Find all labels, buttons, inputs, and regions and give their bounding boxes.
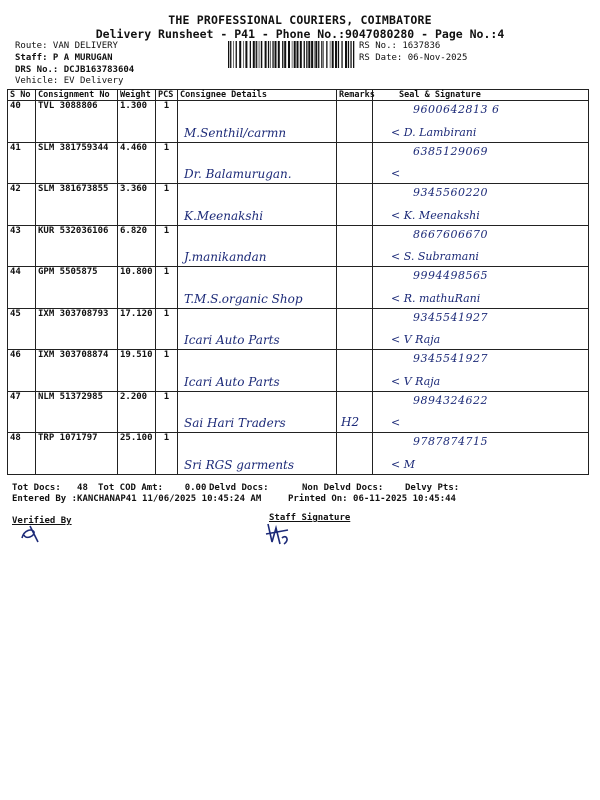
col-consignee: Consignee Details bbox=[178, 90, 337, 101]
col-consignment: Consignment No bbox=[36, 90, 118, 101]
receiver-phone: 9894324622 bbox=[413, 393, 488, 407]
row-sno: 48 bbox=[8, 433, 36, 475]
table-row bbox=[8, 225, 589, 267]
col-pcs: PCS bbox=[156, 90, 178, 101]
table-row bbox=[8, 267, 589, 309]
barcode-bar bbox=[261, 41, 262, 68]
row-consignee bbox=[178, 267, 337, 309]
row-pcs: 1 bbox=[156, 433, 178, 475]
row-consignment-no: SLM 381759344 bbox=[36, 142, 118, 184]
barcode-bar bbox=[253, 41, 255, 68]
runsheet-table bbox=[7, 89, 589, 475]
receiver-phone: 9345541927 bbox=[413, 310, 488, 324]
receiver-signature: < D. Lambirani bbox=[391, 125, 477, 139]
row-consignment-no: IXM 303708793 bbox=[36, 308, 118, 350]
row-weight: 17.120 bbox=[118, 308, 156, 350]
delivery-points: Delvy Pts: bbox=[405, 483, 460, 493]
row-pcs: 1 bbox=[156, 101, 178, 143]
staff-signature-mark bbox=[262, 520, 294, 548]
row-consignee bbox=[178, 142, 337, 184]
barcode-bar bbox=[353, 41, 354, 68]
delivered-docs: Delvd Docs: bbox=[209, 483, 269, 493]
col-seal-signature: Seal & Signature bbox=[373, 90, 589, 101]
table-row bbox=[8, 433, 589, 475]
vehicle-label: Vehicle: EV Delivery bbox=[15, 76, 124, 86]
row-pcs: 1 bbox=[156, 308, 178, 350]
non-delivered-docs: Non Delvd Docs: bbox=[302, 483, 384, 493]
barcode-bar bbox=[335, 41, 337, 68]
row-remarks bbox=[337, 433, 373, 475]
barcode-bar bbox=[236, 41, 237, 68]
barcode-bar bbox=[284, 41, 286, 68]
consignee-handwriting: T.M.S.organic Shop bbox=[184, 291, 303, 306]
row-remarks bbox=[337, 350, 373, 392]
total-docs: Tot Docs: 48 bbox=[12, 483, 88, 493]
barcode-bar bbox=[228, 41, 229, 68]
barcode-bar bbox=[350, 41, 351, 68]
table-row bbox=[8, 184, 589, 226]
table-body bbox=[8, 101, 589, 475]
row-consignee bbox=[178, 433, 337, 475]
row-consignee bbox=[178, 308, 337, 350]
row-consignment-no: TVL 3088806 bbox=[36, 101, 118, 143]
total-cod: Tot COD Amt: 0.00 bbox=[98, 483, 207, 493]
row-consignee bbox=[178, 184, 337, 226]
row-remarks bbox=[337, 142, 373, 184]
row-seal-signature bbox=[373, 267, 589, 309]
row-pcs: 1 bbox=[156, 184, 178, 226]
row-weight: 4.460 bbox=[118, 142, 156, 184]
row-sno: 40 bbox=[8, 101, 36, 143]
receiver-phone: 9994498565 bbox=[413, 269, 488, 282]
barcode-bar bbox=[314, 41, 315, 68]
table-row bbox=[8, 350, 589, 392]
receiver-phone: 9345560220 bbox=[413, 186, 488, 199]
barcode-bar bbox=[243, 41, 244, 68]
barcode-bar bbox=[288, 41, 290, 68]
barcode-bar bbox=[318, 41, 319, 68]
row-remarks bbox=[337, 308, 373, 350]
row-consignee bbox=[178, 101, 337, 143]
barcode-bar bbox=[233, 41, 234, 68]
barcode-bar bbox=[341, 41, 342, 68]
row-seal-signature bbox=[373, 101, 589, 143]
receiver-signature: < bbox=[391, 167, 401, 180]
barcode-bar bbox=[330, 41, 331, 68]
barcode-bar bbox=[308, 41, 310, 68]
col-sno: S No bbox=[8, 90, 36, 101]
entered-by: Entered By :KANCHANAP41 11/06/2025 10:45:24 AM bbox=[12, 494, 262, 504]
row-consignee bbox=[178, 391, 337, 433]
staff-label: Staff: P A MURUGAN bbox=[15, 53, 113, 63]
row-weight: 6.820 bbox=[118, 225, 156, 267]
barcode-bar bbox=[338, 41, 339, 68]
row-sno: 42 bbox=[8, 184, 36, 226]
receiver-phone: 9787874715 bbox=[413, 435, 488, 448]
row-weight: 2.200 bbox=[118, 391, 156, 433]
row-seal-signature bbox=[373, 184, 589, 226]
runsheet-subtitle: Delivery Runsheet - P41 - Phone No.:9047080280 - Page No.:4 bbox=[95, 27, 505, 41]
row-seal-signature bbox=[373, 308, 589, 350]
barcode-bar bbox=[278, 41, 280, 68]
row-pcs: 1 bbox=[156, 350, 178, 392]
row-weight: 3.360 bbox=[118, 184, 156, 226]
row-consignee bbox=[178, 225, 337, 267]
barcode-bar bbox=[348, 41, 349, 68]
receiver-signature: < R. mathuRani bbox=[391, 291, 481, 305]
row-weight: 1.300 bbox=[118, 101, 156, 143]
barcode-bar bbox=[292, 41, 293, 68]
row-seal-signature bbox=[373, 350, 589, 392]
row-seal-signature bbox=[373, 142, 589, 184]
printed-on: Printed On: 06-11-2025 10:45:44 bbox=[288, 494, 456, 504]
receiver-phone: 6385129069 bbox=[413, 144, 488, 158]
barcode-image bbox=[228, 41, 356, 68]
consignee-handwriting: M.Senthil/carmn bbox=[184, 125, 287, 140]
consignee-handwriting: Dr. Balamurugan. bbox=[184, 167, 292, 181]
rs-date: RS Date: 06-Nov-2025 bbox=[359, 53, 468, 63]
row-pcs: 1 bbox=[156, 267, 178, 309]
barcode-bar bbox=[306, 41, 307, 68]
row-consignment-no: GPM 5505875 bbox=[36, 267, 118, 309]
table-row bbox=[8, 391, 589, 433]
table-row bbox=[8, 308, 589, 350]
row-remarks bbox=[337, 225, 373, 267]
row-consignment-no: NLM 51372985 bbox=[36, 391, 118, 433]
row-consignment-no: TRP 1071797 bbox=[36, 433, 118, 475]
row-consignment-no: SLM 381673855 bbox=[36, 184, 118, 226]
barcode-bar bbox=[282, 41, 283, 68]
row-weight: 19.510 bbox=[118, 350, 156, 392]
receiver-phone: 8667606670 bbox=[413, 227, 488, 241]
row-remarks bbox=[337, 267, 373, 309]
barcode-bar bbox=[239, 41, 241, 68]
receiver-signature: < S. Subramani bbox=[391, 250, 479, 263]
receiver-signature: < bbox=[391, 416, 401, 429]
barcode-bar bbox=[256, 41, 257, 68]
barcode-bar bbox=[304, 41, 305, 68]
barcode-bar bbox=[323, 41, 324, 68]
consignee-handwriting: K.Meenakshi bbox=[184, 208, 264, 223]
col-remarks: Remarks bbox=[337, 90, 373, 101]
row-remarks bbox=[337, 391, 373, 433]
row-consignment-no: KUR 532036106 bbox=[36, 225, 118, 267]
row-seal-signature bbox=[373, 225, 589, 267]
barcode-bar bbox=[265, 41, 267, 68]
barcode-bar bbox=[326, 41, 327, 68]
row-weight: 10.800 bbox=[118, 267, 156, 309]
row-pcs: 1 bbox=[156, 391, 178, 433]
receiver-signature: < V Raja bbox=[391, 333, 441, 346]
row-sno: 43 bbox=[8, 225, 36, 267]
row-sno: 45 bbox=[8, 308, 36, 350]
row-consignment-no: IXM 303708874 bbox=[36, 350, 118, 392]
consignee-handwriting: Icari Auto Parts bbox=[184, 374, 280, 389]
barcode-bar bbox=[250, 41, 251, 68]
row-sno: 47 bbox=[8, 391, 36, 433]
row-pcs: 1 bbox=[156, 142, 178, 184]
staff-signature-label: Staff Signature bbox=[269, 513, 351, 523]
company-title: THE PROFESSIONAL COURIERS, COIMBATORE bbox=[168, 13, 432, 27]
barcode-bar bbox=[268, 41, 269, 68]
row-sno: 46 bbox=[8, 350, 36, 392]
receiver-signature: < V Raja bbox=[391, 374, 441, 388]
row-sno: 41 bbox=[8, 142, 36, 184]
row-sno: 44 bbox=[8, 267, 36, 309]
barcode-bar bbox=[294, 41, 296, 68]
barcode-bar bbox=[230, 41, 231, 68]
barcode-bar bbox=[275, 41, 277, 68]
row-remarks bbox=[337, 184, 373, 226]
row-pcs: 1 bbox=[156, 225, 178, 267]
barcode-bar bbox=[311, 41, 313, 68]
table-header-row bbox=[8, 90, 589, 101]
row-seal-signature bbox=[373, 391, 589, 433]
barcode-bar bbox=[270, 41, 271, 68]
barcode-bar bbox=[300, 41, 302, 68]
barcode-bar bbox=[332, 41, 334, 68]
table-row bbox=[8, 101, 589, 143]
barcode-bar bbox=[321, 41, 322, 68]
consignee-handwriting: Icari Auto Parts bbox=[184, 333, 280, 347]
row-seal-signature bbox=[373, 433, 589, 475]
drs-number: DRS No.: DCJB163783604 bbox=[15, 65, 135, 75]
barcode-bar bbox=[260, 41, 261, 68]
rs-number: RS No.: 1637836 bbox=[359, 41, 441, 51]
table-row bbox=[8, 142, 589, 184]
route-label: Route: VAN DELIVERY bbox=[15, 41, 118, 51]
barcode-bar bbox=[315, 41, 317, 68]
remarks-handwriting: H2 bbox=[341, 415, 360, 429]
consignee-handwriting: Sri RGS garments bbox=[184, 457, 295, 472]
consignee-handwriting: J.manikandan bbox=[184, 250, 267, 264]
verified-by-label: Verified By bbox=[12, 516, 72, 526]
receiver-phone: 9345541927 bbox=[413, 352, 488, 365]
row-weight: 25.100 bbox=[118, 433, 156, 475]
barcode-bar bbox=[297, 41, 299, 68]
row-remarks bbox=[337, 101, 373, 143]
row-consignee bbox=[178, 350, 337, 392]
receiver-phone: 9600642813 6 bbox=[413, 103, 500, 116]
barcode-bar bbox=[272, 41, 273, 68]
barcode-bar bbox=[345, 41, 347, 68]
receiver-signature: < M bbox=[391, 457, 415, 471]
receiver-signature: < K. Meenakshi bbox=[391, 208, 480, 222]
barcode-bar bbox=[258, 41, 259, 68]
consignee-handwriting: Sai Hari Traders bbox=[184, 416, 286, 430]
col-weight: Weight bbox=[118, 90, 156, 101]
verifier-signature-mark bbox=[18, 522, 44, 544]
barcode-bar bbox=[245, 41, 247, 68]
